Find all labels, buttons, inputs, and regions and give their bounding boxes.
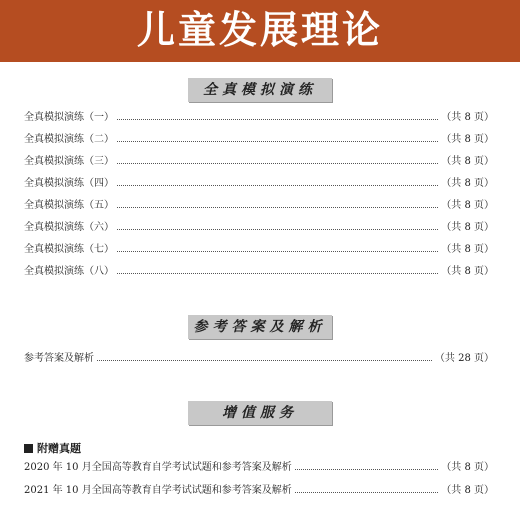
dot-leader [117,251,438,252]
toc-entry-pages: （共 28 页） [434,353,494,364]
section-title-mock: 全真模拟演练 [188,78,332,102]
dot-leader [117,185,438,186]
toc-entry-pages: （共 8 页） [441,200,494,211]
toc-entry-pages: （共 8 页） [441,178,494,189]
toc-entry-pages: （共 8 页） [441,156,494,167]
toc-entry-bonus-2021[interactable] [24,482,494,499]
toc-entry-title: 2021 年 10 月全国高等教育自学考试试题和参考答案及解析 [24,485,292,496]
dot-leader [117,119,438,120]
dot-leader [295,492,439,493]
toc-entry-title: 全真模拟演练（一） [24,112,114,123]
toc-entry-title: 全真模拟演练（三） [24,156,114,167]
square-bullet-icon [24,444,33,453]
dot-leader [117,207,438,208]
dot-leader [117,273,438,274]
dot-leader [97,360,432,361]
header-banner [0,0,520,62]
toc-entry-mock-6[interactable] [24,219,494,236]
toc-entry-title: 全真模拟演练（六） [24,222,114,233]
section-title-answers: 参考答案及解析 [188,315,332,339]
toc-entry-pages: （共 8 页） [441,112,494,123]
toc-entry-pages: （共 8 页） [441,485,494,496]
toc-entry-bonus-2020[interactable] [24,459,494,476]
toc-entry-pages: （共 8 页） [441,134,494,145]
dot-leader [117,229,438,230]
page-title: 儿童发展理论 [136,8,383,52]
dot-leader [295,469,439,470]
toc-entry-title: 全真模拟演练（四） [24,178,114,189]
toc-entry-title: 全真模拟演练（七） [24,244,114,255]
toc-entry-title: 全真模拟演练（五） [24,200,114,211]
toc-entry-mock-3[interactable] [24,153,494,170]
toc-entry-mock-7[interactable] [24,241,494,258]
toc-entry-mock-5[interactable] [24,197,494,214]
toc-entry-title: 参考答案及解析 [24,353,94,364]
bonus-subheading [24,440,81,456]
toc-entry-pages: （共 8 页） [441,462,494,473]
toc-entry-mock-1[interactable] [24,109,494,126]
dot-leader [117,163,438,164]
toc-entry-mock-4[interactable] [24,175,494,192]
section-title-bonus: 增值服务 [188,401,332,425]
toc-entry-title: 2020 年 10 月全国高等教育自学考试试题和参考答案及解析 [24,462,292,473]
dot-leader [117,141,438,142]
toc-entry-answers[interactable] [24,350,494,367]
toc-entry-pages: （共 8 页） [441,266,494,277]
toc-entry-mock-2[interactable] [24,131,494,148]
toc-entry-title: 全真模拟演练（二） [24,134,114,145]
bonus-subheading-label: 附赠真题 [37,442,81,455]
toc-entry-pages: （共 8 页） [441,244,494,255]
toc-entry-pages: （共 8 页） [441,222,494,233]
toc-entry-mock-8[interactable] [24,263,494,280]
toc-entry-title: 全真模拟演练（八） [24,266,114,277]
